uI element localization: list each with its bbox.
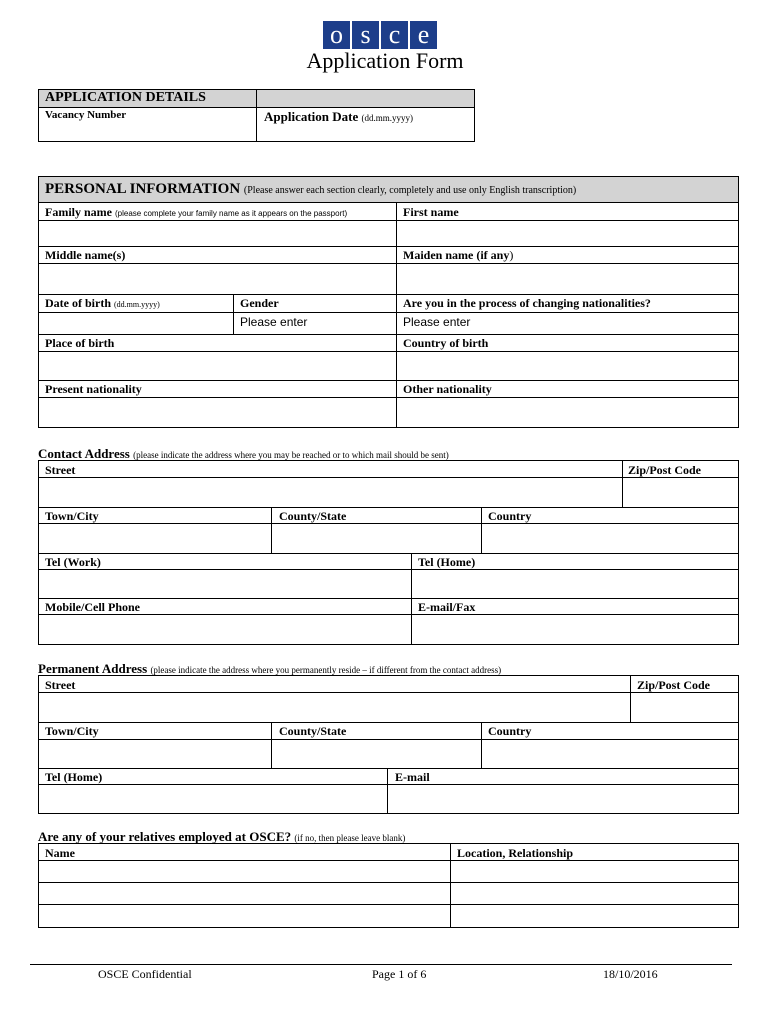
present-nationality-field[interactable]: Present nationality bbox=[45, 382, 142, 396]
permanent-heading-note: (please indicate the address where you permanently reside – if different from the contact address) bbox=[150, 665, 502, 675]
contact-zip-field[interactable]: Zip/Post Code bbox=[628, 463, 702, 477]
relative-name-input[interactable] bbox=[39, 883, 450, 904]
personal-heading-note: (Please answer each section clearly, completely and use only English transcription) bbox=[243, 185, 577, 196]
contact-email-fax-field[interactable]: E-mail/Fax bbox=[418, 600, 476, 614]
permanent-country-field[interactable]: Country bbox=[488, 724, 532, 738]
form-title: Application Form bbox=[306, 48, 464, 73]
middle-names-field[interactable]: Middle name(s) bbox=[45, 248, 126, 262]
footer-rule bbox=[30, 964, 732, 965]
permanent-county-field[interactable]: County/State bbox=[279, 724, 347, 738]
country-of-birth-field[interactable]: Country of birth bbox=[403, 336, 489, 350]
application-date-field[interactable] bbox=[264, 109, 413, 125]
footer-date: 18/10/2016 bbox=[603, 967, 658, 981]
permanent-street-field[interactable]: Street bbox=[45, 678, 76, 692]
date-of-birth-field[interactable] bbox=[45, 296, 160, 311]
permanent-address-box bbox=[38, 675, 739, 814]
application-details-heading: APPLICATION DETAILS bbox=[45, 90, 206, 105]
footer-page-number: Page 1 of 6 bbox=[372, 967, 427, 981]
vacancy-number-field[interactable]: Vacancy Number bbox=[45, 109, 127, 121]
permanent-tel-home-field[interactable]: Tel (Home) bbox=[45, 770, 103, 784]
personal-information-heading bbox=[45, 181, 576, 198]
dob-hint: (dd.mm.yyyy) bbox=[114, 300, 160, 309]
osce-logo bbox=[323, 21, 437, 49]
contact-mobile-field[interactable]: Mobile/Cell Phone bbox=[45, 600, 140, 614]
place-of-birth-field[interactable]: Place of birth bbox=[45, 336, 115, 350]
logo-letter: o bbox=[323, 21, 350, 49]
logo-letter: e bbox=[410, 21, 437, 49]
contact-country-field[interactable]: Country bbox=[488, 509, 532, 523]
relatives-heading-note: (if no, then please leave blank) bbox=[294, 833, 406, 843]
relative-name-input[interactable] bbox=[39, 905, 450, 927]
relative-name-input[interactable] bbox=[39, 861, 450, 882]
changing-nationalities-label: Are you in the process of changing nationalities? bbox=[403, 296, 651, 310]
first-name-field[interactable]: First name bbox=[403, 205, 459, 219]
maiden-name-close: ) bbox=[509, 248, 514, 262]
gender-select[interactable]: Please enter bbox=[240, 315, 308, 329]
contact-tel-home-field[interactable]: Tel (Home) bbox=[418, 555, 476, 569]
maiden-name-field[interactable] bbox=[403, 248, 513, 263]
other-nationality-field[interactable]: Other nationality bbox=[403, 382, 492, 396]
relatives-heading-text: Are any of your relatives employed at OSCE? bbox=[38, 829, 292, 844]
contact-tel-work-field[interactable]: Tel (Work) bbox=[45, 555, 101, 569]
logo-letter: c bbox=[381, 21, 408, 49]
maiden-name-label: Maiden name (if any bbox=[403, 248, 510, 262]
contact-heading-text: Contact Address bbox=[38, 446, 130, 461]
contact-heading-note: (please indicate the address where you may be reached or to which mail should be sent) bbox=[133, 450, 449, 460]
relative-location-input[interactable] bbox=[451, 883, 738, 904]
footer-confidential: OSCE Confidential bbox=[98, 967, 192, 981]
permanent-email-field[interactable]: E-mail bbox=[395, 770, 430, 784]
family-name-field[interactable] bbox=[45, 205, 347, 220]
changing-nationalities-select[interactable]: Please enter bbox=[403, 315, 471, 329]
application-date-label: Application Date bbox=[264, 109, 359, 124]
permanent-zip-field[interactable]: Zip/Post Code bbox=[637, 678, 711, 692]
relatives-name-column: Name bbox=[45, 846, 75, 860]
relatives-location-column: Location, Relationship bbox=[457, 846, 574, 860]
family-name-label: Family name bbox=[45, 205, 112, 219]
dob-label: Date of birth bbox=[45, 296, 111, 310]
family-name-hint: (please complete your family name as it appears on the passport) bbox=[115, 209, 348, 218]
contact-street-field[interactable]: Street bbox=[45, 463, 76, 477]
logo-letter: s bbox=[352, 21, 379, 49]
gender-label: Gender bbox=[240, 296, 279, 310]
relative-location-input[interactable] bbox=[451, 905, 738, 927]
personal-heading-text: PERSONAL INFORMATION bbox=[45, 181, 241, 197]
contact-town-field[interactable]: Town/City bbox=[45, 509, 99, 523]
permanent-town-field[interactable]: Town/City bbox=[45, 724, 99, 738]
permanent-heading-text: Permanent Address bbox=[38, 661, 148, 676]
contact-county-field[interactable]: County/State bbox=[279, 509, 347, 523]
application-date-hint: (dd.mm.yyyy) bbox=[361, 113, 413, 123]
relative-location-input[interactable] bbox=[451, 861, 738, 882]
